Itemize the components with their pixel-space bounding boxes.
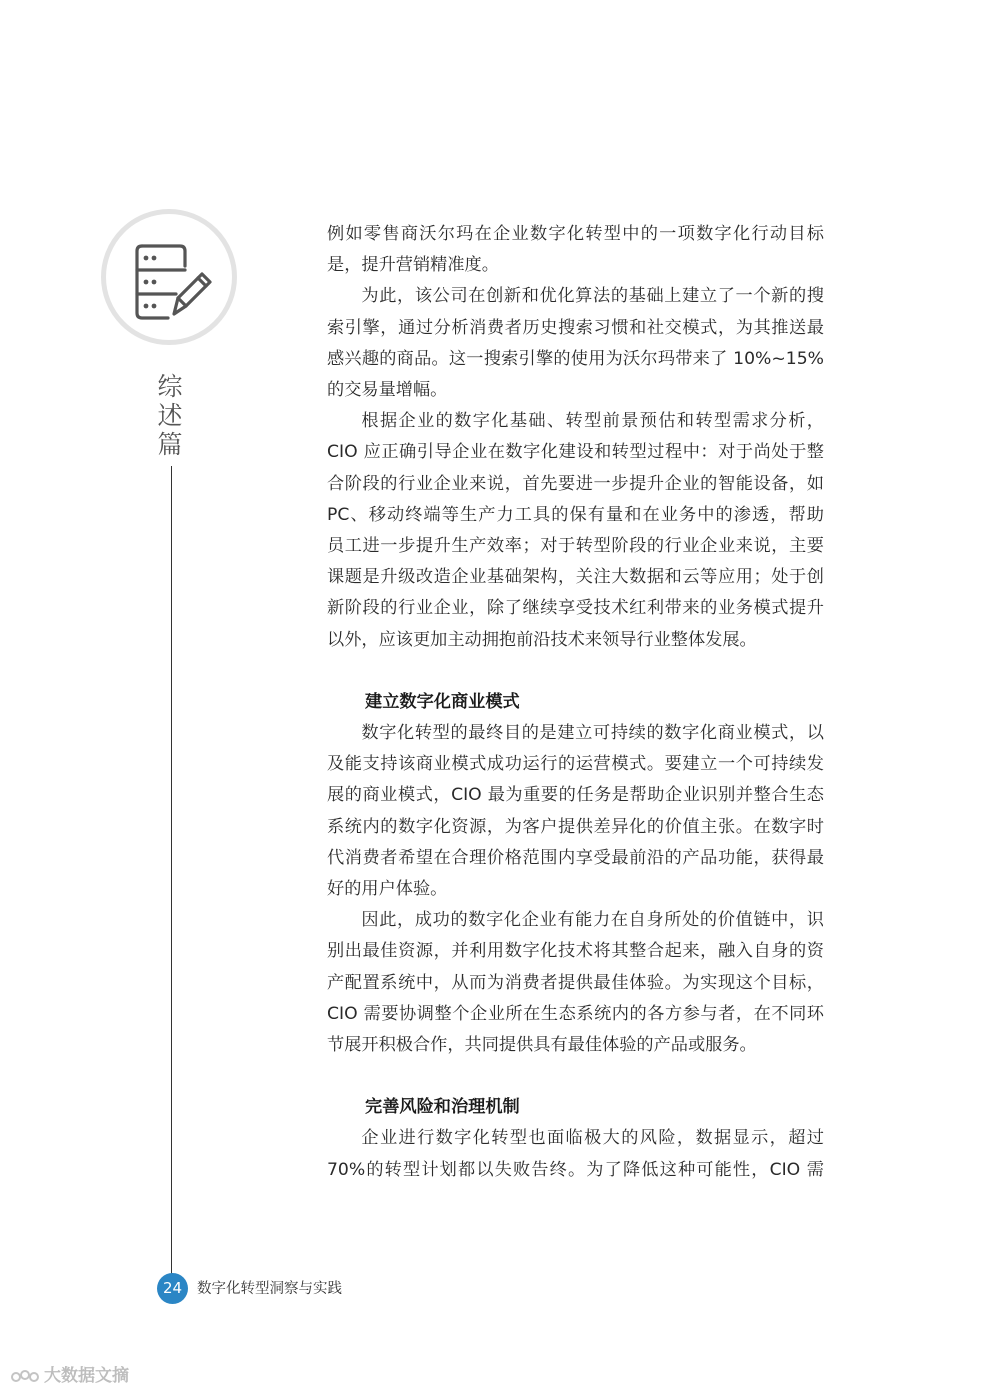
paragraph [327,219,824,281]
running-footer-title: 数字化转型洞察与实践 [197,1281,342,1297]
text-line: 员工进一步提升生产效率；对于转型阶段的行业企业来说，主要 [327,536,824,557]
text-line: 别出最佳资源，并利用数字化技术将其整合起来，融入自身的资 [327,941,824,962]
text-line: CIO 应正确引导企业在数字化建设和转型过程中：对于尚处于整 [327,442,824,463]
text-line: 产配置系统中，从而为消费者提供最佳体验。为实现这个目标， [327,972,824,993]
paragraph [327,1123,824,1185]
section-icon-badge [101,209,237,345]
watermark-text: 大数据文摘 [44,1366,129,1386]
paragraph [327,281,824,406]
text-line: 代消费者希望在合理价格范围内享受最前沿的产品功能，获得最 [327,847,824,868]
text-line: 好的用户体验。 [327,879,448,900]
paragraph [327,718,824,905]
text-line: 企业进行数字化转型也面临极大的风险，数据显示，超过 [361,1128,824,1149]
text-line: 感兴趣的商品。这一搜索引擎的使用为沃尔玛带来了 10%~15% [327,348,824,369]
text-line: 是，提升营销精准度。 [327,255,499,276]
watermark [10,1364,129,1388]
subheading: 建立数字化商业模式 [365,691,520,712]
text-line: 的交易量增幅。 [327,380,448,401]
text-line: 根据企业的数字化基础、转型前景预估和转型需求分析， [361,411,824,432]
paragraph [327,406,824,656]
text-line: 70%的转型计划都以失败告终。为了降低这种可能性，CIO 需 [327,1159,824,1180]
text-line: 例如零售商沃尔玛在企业数字化转型中的一项数字化行动目标 [327,224,824,244]
section-gap [327,656,824,687]
document-edit-icon [128,236,220,328]
section-name-vertical: 综述篇 [157,372,183,459]
bigdata-logo-icon [10,1367,40,1385]
text-line: 节展开积极合作，共同提供具有最佳体验的产品或服务。 [327,1035,757,1056]
text-line: 课题是升级改造企业基础架构，关注大数据和云等应用；处于创 [327,567,824,588]
text-line: 因此，成功的数字化企业有能力在自身所处的价值链中，识 [361,910,824,931]
subheading: 完善风险和治理机制 [365,1097,520,1118]
text-line: 系统内的数字化资源，为客户提供差异化的价值主张。在数字时 [327,816,824,837]
text-line: 新阶段的行业企业，除了继续享受技术红利带来的业务模式提升 [327,598,824,619]
text-line: 索引擎，通过分析消费者历史搜索习惯和社交模式，为其推送最 [327,317,824,338]
text-line: 以外，应该更加主动拥抱前沿技术来领导行业整体发展。 [327,629,757,650]
page-number-badge: 24 [157,1273,188,1304]
paragraph [327,905,824,1061]
text-line: PC、移动终端等生产力工具的保有量和在业务中的渗透，帮助 [327,504,824,525]
text-line: 及能支持该商业模式成功运行的运营模式。要建立一个可持续发 [327,754,824,775]
article-body [327,219,824,1186]
section-gap [327,1061,824,1092]
text-line: 为此，该公司在创新和优化算法的基础上建立了一个新的搜 [361,286,824,307]
text-line: 合阶段的行业企业来说，首先要进一步提升企业的智能设备，如 [327,473,824,494]
text-line: 数字化转型的最终目的是建立可持续的数字化商业模式，以 [361,723,824,744]
text-line: CIO 需要协调整个企业所在生态系统内的各方参与者，在不同环 [327,1003,824,1024]
sidebar-divider-line [171,466,172,1274]
text-line: 展的商业模式，CIO 最为重要的任务是帮助企业识别并整合生态 [327,785,824,806]
